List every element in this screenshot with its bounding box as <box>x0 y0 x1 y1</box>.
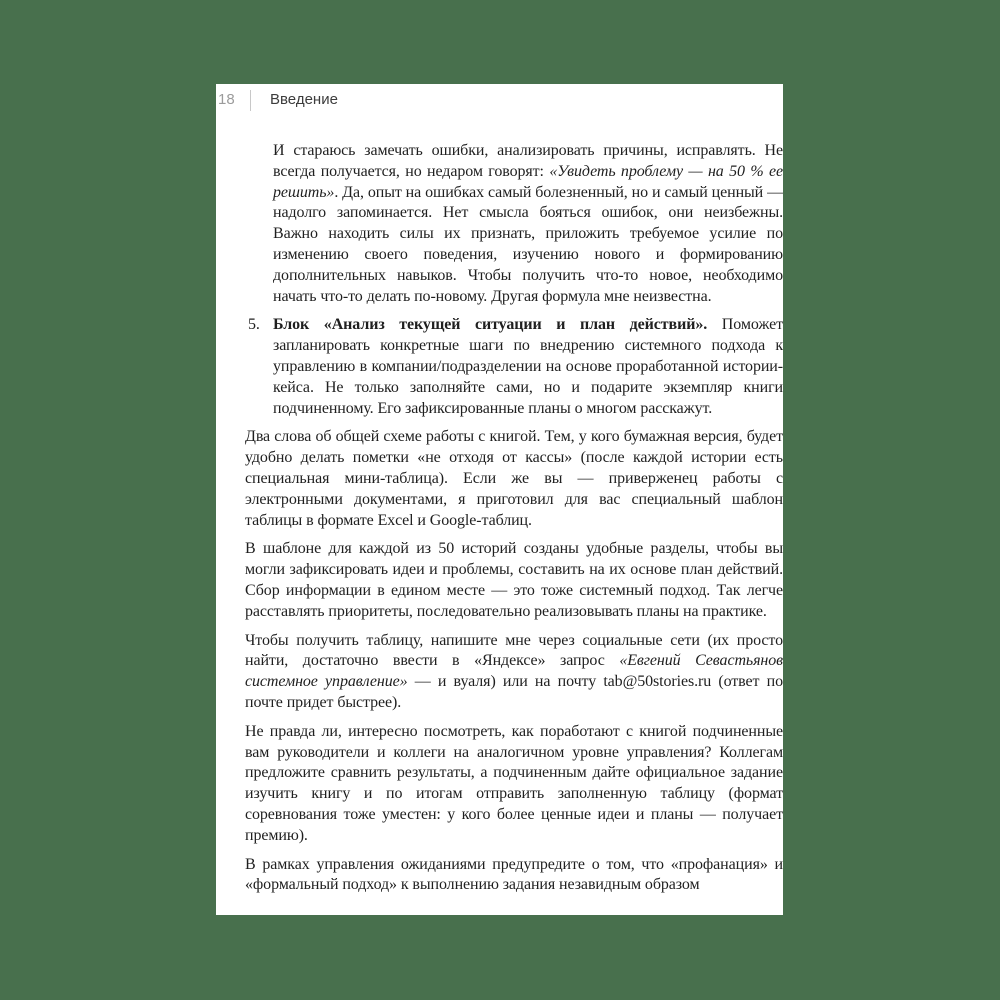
text-segment: Не правда ли, интересно посмотреть, как поработают с книгой подчиненные вам руководители и коллеги на аналогичном уровне управления? Коллегам предложите сравнить результаты, а подчиненным дайте официальное задание изучить книгу и по итогам отправить заполненную таблицу (формат соревнования тоже уместен: у кого более ценные идеи и планы — получает премию). <box>245 722 783 844</box>
text-segment: — и вуаля) или на почту tab@50stories.ru (ответ по почте придет быстрее). <box>245 673 783 711</box>
text-segment: И стараюсь замечать ошибки, анализировать причины, исправлять. Не всегда получается, но недаром говорят: <box>273 142 783 180</box>
text-segment: Два слова об общей схеме работы с книгой. Тем, у кого бумажная версия, будет удобно делать пометки «не отходя от кассы» (после каждой истории есть специальная мини-таблица). Если же вы — приверженец работы с электронными документами, я приготовил для вас специальный шаблон таблицы в формате Excel и Google-таблиц. <box>245 428 783 529</box>
paragraph <box>245 427 783 531</box>
header-divider <box>250 90 251 111</box>
list-item-number: 5. <box>248 316 260 334</box>
page-number: 18 <box>218 91 235 108</box>
text-segment: В рамках управления ожиданиями предупредите о том, что «профанация» и «формальный подход» к выполнению задания незавидным образом <box>245 855 783 894</box>
text-segment: Чтобы получить таблицу, напишите мне через социальные сети (их просто найти, достаточно ввести в «Яндексе» запрос <box>245 631 783 670</box>
page-header <box>216 88 338 112</box>
body-text <box>245 141 783 896</box>
paragraph <box>245 722 783 847</box>
paragraph <box>245 855 783 897</box>
text-segment: «Евгений Севастьянов системное управление» <box>245 652 783 691</box>
paragraph <box>245 631 783 714</box>
text-segment: Поможет запланировать конкретные шаги по внедрению системного подхода к управлению в компании/подразделении на основе проработанной истории-кейса. Не только заполняйте сами, но и подарите экземпляр книги подчиненному. Его зафиксированные планы о многом расскажут. <box>273 316 783 417</box>
list-item <box>248 315 783 419</box>
book-page <box>216 84 783 915</box>
text-segment: В шаблоне для каждой из 50 историй созданы удобные разделы, чтобы вы могли зафиксировать идеи и проблемы, составить на их основе план действий. Сбор информации в едином месте — это тоже системный подход. Так легче расставлять приоритеты, последовательно реализовывать планы на практике. <box>245 540 783 620</box>
text-segment: «Увидеть проблему — на 50 % ее решить» <box>273 162 783 201</box>
chapter-title: Введение <box>270 91 338 108</box>
paragraph <box>245 539 783 622</box>
paragraph <box>273 141 783 307</box>
text-segment: . Да, опыт на ошибках самый болезненный, но и самый ценный — надолго запоминается. Нет смысла бояться ошибок, они неизбежны. Важно находить силы их признать, приложить требуемое усилие по изменению своего поведения, изучению нового и формированию дополнительных навыков. Чтобы получить что-то новое, необходимо начать что-то делать по-новому. Другая формула мне неизвестна. <box>273 183 783 305</box>
text-segment: Блок «Анализ текущей ситуации и план действий». <box>273 316 708 334</box>
